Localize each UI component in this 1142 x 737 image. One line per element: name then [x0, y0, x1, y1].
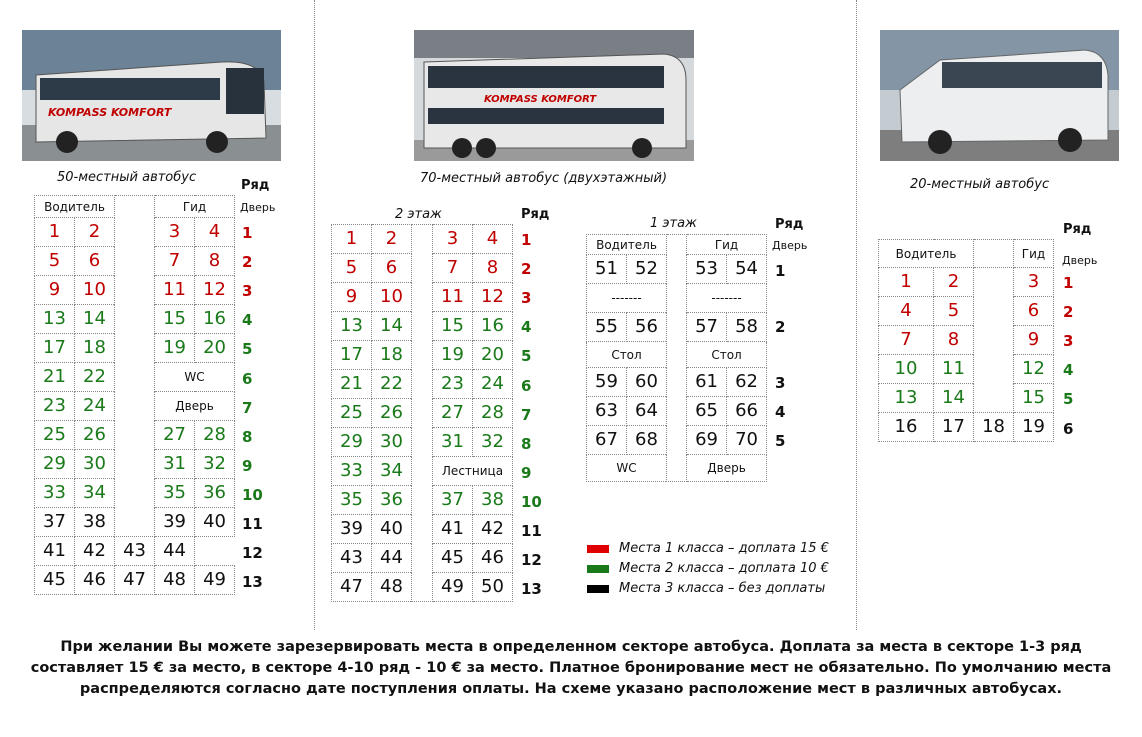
row-number: 6 — [1063, 419, 1074, 438]
seat[interactable]: 18 — [974, 413, 1014, 442]
seat[interactable]: 30 — [372, 428, 412, 457]
seat[interactable]: 3 — [1014, 268, 1054, 297]
seat[interactable]: 10 — [75, 276, 115, 305]
bus-50-seat-map — [34, 195, 235, 595]
seat[interactable]: 5 — [934, 297, 974, 326]
seat[interactable]: 59 — [587, 368, 627, 397]
row-number: 5 — [775, 432, 786, 450]
seat[interactable]: 1 — [35, 218, 75, 247]
guide-label: Гид — [687, 235, 767, 255]
seat[interactable]: 14 — [372, 312, 412, 341]
seat[interactable]: 11 — [934, 355, 974, 384]
seat[interactable]: 37 — [35, 508, 75, 537]
seat[interactable]: 15 — [433, 312, 473, 341]
seat[interactable]: 24 — [473, 370, 513, 399]
row-number: 5 — [1063, 390, 1074, 409]
row-number: 11 — [521, 522, 542, 540]
seat[interactable]: 49 — [195, 566, 235, 595]
row-number: 4 — [775, 403, 786, 421]
seat-row — [879, 355, 1054, 384]
wc-label: WC — [155, 363, 235, 392]
seat[interactable]: 9 — [35, 276, 75, 305]
bus-70-livery-text: KOMPASS KOMFORT — [484, 94, 597, 105]
bus-20-row-header: Ряд — [1063, 222, 1092, 237]
seat[interactable]: 13 — [35, 305, 75, 334]
seat[interactable]: 13 — [879, 384, 934, 413]
seat[interactable]: 36 — [372, 486, 412, 515]
seat-row — [587, 235, 767, 255]
seat-row — [35, 537, 235, 566]
bus-70-lower-door-header: Дверь — [772, 239, 808, 252]
seat[interactable]: 9 — [1014, 326, 1054, 355]
seat[interactable]: 29 — [332, 428, 372, 457]
seat[interactable]: 30 — [75, 450, 115, 479]
bus-50-caption: 50-местный автобус — [57, 170, 197, 185]
seat[interactable]: 25 — [332, 399, 372, 428]
bus-70-upper-row-header: Ряд — [521, 207, 550, 222]
seat[interactable]: 4 — [473, 225, 513, 254]
seat[interactable]: 1 — [879, 268, 934, 297]
seat[interactable]: 22 — [75, 363, 115, 392]
seat[interactable]: 14 — [934, 384, 974, 413]
legend-swatch — [587, 545, 609, 553]
row-number: 9 — [521, 463, 532, 482]
seat[interactable]: 19 — [155, 334, 195, 363]
seat-row — [332, 225, 513, 254]
seat[interactable]: 27 — [155, 421, 195, 450]
seat-row — [35, 566, 235, 595]
seat[interactable]: 28 — [195, 421, 235, 450]
seat[interactable]: 65 — [687, 397, 727, 426]
bus-20-caption: 20-местный автобус — [910, 177, 1050, 192]
door-label: Дверь — [687, 455, 767, 482]
seat[interactable]: 21 — [332, 370, 372, 399]
seat[interactable]: 23 — [35, 392, 75, 421]
table-label: Стол — [587, 342, 667, 368]
seat[interactable]: 66 — [727, 397, 767, 426]
driver-label: Водитель — [587, 235, 667, 255]
seat[interactable]: 32 — [195, 450, 235, 479]
seat-row — [879, 268, 1054, 297]
seat[interactable]: 35 — [155, 479, 195, 508]
seat[interactable]: 13 — [332, 312, 372, 341]
seat[interactable]: 70 — [727, 426, 767, 455]
row-number: 12 — [242, 544, 263, 563]
seat[interactable]: 8 — [195, 247, 235, 276]
stairs-label: Лестница — [433, 457, 513, 486]
aisle — [667, 235, 687, 482]
row-number: 7 — [242, 398, 253, 417]
row-number: 8 — [521, 434, 532, 453]
seat[interactable]: 57 — [687, 313, 727, 342]
seat[interactable]: 43 — [115, 537, 155, 566]
seat[interactable]: 19 — [1014, 413, 1054, 442]
seat-row — [879, 413, 1054, 442]
seat[interactable]: 39 — [155, 508, 195, 537]
legend-item — [587, 541, 829, 556]
seat[interactable]: 16 — [879, 413, 934, 442]
seat-row — [879, 326, 1054, 355]
seat[interactable]: 1 — [332, 225, 372, 254]
seat[interactable]: 10 — [879, 355, 934, 384]
row-number: 1 — [242, 224, 253, 242]
seat[interactable]: 14 — [75, 305, 115, 334]
seat[interactable]: 8 — [473, 254, 513, 283]
row-number: 3 — [242, 282, 253, 301]
seat[interactable]: 55 — [587, 313, 627, 342]
seat[interactable]: 67 — [587, 426, 627, 455]
seat[interactable]: 24 — [75, 392, 115, 421]
seat[interactable]: 48 — [155, 566, 195, 595]
row-number: 7 — [521, 405, 532, 424]
seat[interactable]: 17 — [35, 334, 75, 363]
legend-label: Места 3 класса – без доплаты — [619, 581, 826, 596]
seat[interactable]: 8 — [934, 326, 974, 355]
guide-label: Гид — [155, 196, 235, 218]
bus-70-photo — [414, 30, 694, 161]
seat-row — [879, 384, 1054, 413]
seat[interactable]: 38 — [473, 486, 513, 515]
row-number: 8 — [242, 427, 253, 446]
seat[interactable]: 51 — [587, 255, 627, 284]
row-number: 3 — [1063, 332, 1074, 351]
legend-label: Места 2 класса – доплата 10 € — [619, 561, 829, 576]
seat[interactable]: 3 — [433, 225, 473, 254]
bus-20-seat-map — [878, 239, 1054, 442]
booking-note: При желании Вы можете зарезервировать места в определенном секторе автобуса. Доплата за места в секторе 1-3 ряд составляет 15 € за место, в секторе 4-10 ряд - 10 € за место. Платное бронирование мест не обязательно. По умолчанию места распределяются согласно дате поступления оплаты. На схеме указано расположение мест в различных автобусах. — [30, 639, 1112, 697]
seat[interactable]: 52 — [627, 255, 667, 284]
seat[interactable]: 31 — [433, 428, 473, 457]
seat[interactable]: 2 — [934, 268, 974, 297]
seat[interactable]: 50 — [473, 573, 513, 602]
separator-label: ------- — [687, 284, 767, 313]
seat[interactable]: 20 — [473, 341, 513, 370]
row-number: 2 — [1063, 303, 1074, 322]
seat[interactable]: 54 — [727, 255, 767, 284]
seat[interactable]: 63 — [587, 397, 627, 426]
seat[interactable]: 43 — [332, 544, 372, 573]
legend-swatch — [587, 565, 609, 573]
row-number: 4 — [242, 311, 253, 330]
seat[interactable]: 46 — [473, 544, 513, 573]
wc-label: WC — [587, 455, 667, 482]
seat[interactable]: 36 — [195, 479, 235, 508]
bus-50-row-header: Ряд — [241, 178, 270, 193]
seat[interactable]: 5 — [332, 254, 372, 283]
seat[interactable]: 6 — [1014, 297, 1054, 326]
seat[interactable]: 33 — [35, 479, 75, 508]
row-number: 2 — [521, 260, 532, 279]
seat[interactable]: 2 — [372, 225, 412, 254]
seat[interactable]: 15 — [155, 305, 195, 334]
seat[interactable]: 6 — [372, 254, 412, 283]
seat[interactable]: 33 — [332, 457, 372, 486]
row-number: 13 — [242, 573, 263, 592]
section-divider — [314, 0, 315, 630]
seat[interactable]: 4 — [195, 218, 235, 247]
aisle — [974, 240, 1014, 268]
row-number: 12 — [521, 551, 542, 570]
bus-70-lower-seat-map — [586, 234, 767, 482]
seat[interactable]: 44 — [155, 537, 195, 566]
seat[interactable]: 47 — [115, 566, 155, 595]
row-number: 4 — [521, 318, 532, 337]
seat[interactable]: 16 — [473, 312, 513, 341]
seat[interactable]: 17 — [934, 413, 974, 442]
seat[interactable]: 9 — [332, 283, 372, 312]
seat[interactable]: 18 — [75, 334, 115, 363]
table-label: Стол — [687, 342, 767, 368]
bus-50-door-header: Дверь — [240, 201, 276, 214]
floor-1-caption: 1 этаж — [650, 216, 697, 231]
bus-50-livery-text: KOMPASS KOMFORT — [48, 106, 172, 119]
aisle — [974, 268, 1014, 413]
seat[interactable]: 6 — [75, 247, 115, 276]
seat[interactable]: 27 — [433, 399, 473, 428]
seat[interactable]: 11 — [433, 283, 473, 312]
bus-20-door-header: Дверь — [1062, 254, 1098, 267]
seat[interactable]: 58 — [727, 313, 767, 342]
seat[interactable]: 7 — [433, 254, 473, 283]
seat[interactable]: 39 — [332, 515, 372, 544]
seat[interactable]: 34 — [372, 457, 412, 486]
seat[interactable]: 29 — [35, 450, 75, 479]
seat-row — [879, 297, 1054, 326]
seat[interactable]: 10 — [372, 283, 412, 312]
seat[interactable]: 64 — [627, 397, 667, 426]
row-number: 1 — [1063, 274, 1074, 292]
guide-label: Гид — [1014, 240, 1054, 268]
seat[interactable]: 35 — [332, 486, 372, 515]
seat[interactable]: 25 — [35, 421, 75, 450]
seat[interactable]: 62 — [727, 368, 767, 397]
seat[interactable]: 15 — [1014, 384, 1054, 413]
section-divider — [856, 0, 857, 630]
seat[interactable]: 61 — [687, 368, 727, 397]
door-label: Дверь — [155, 392, 235, 421]
bus-50-photo — [22, 30, 281, 161]
row-number: 13 — [521, 580, 542, 599]
bus-70-lower-row-header: Ряд — [775, 217, 804, 232]
seat[interactable]: 20 — [195, 334, 235, 363]
seat[interactable]: 48 — [372, 573, 412, 602]
row-number: 1 — [775, 262, 786, 280]
seat[interactable]: 4 — [879, 297, 934, 326]
seat[interactable]: 40 — [195, 508, 235, 537]
seat[interactable]: 19 — [433, 341, 473, 370]
row-number: 1 — [521, 231, 532, 249]
driver-label: Водитель — [879, 240, 974, 268]
seat[interactable]: 26 — [372, 399, 412, 428]
aisle — [115, 196, 155, 537]
driver-label: Водитель — [35, 196, 115, 218]
seat[interactable]: 42 — [75, 537, 115, 566]
seat[interactable]: 3 — [155, 218, 195, 247]
seat[interactable]: 60 — [627, 368, 667, 397]
seat[interactable]: 56 — [627, 313, 667, 342]
seat[interactable]: 49 — [433, 573, 473, 602]
row-number: 10 — [242, 485, 263, 504]
seat[interactable]: 31 — [155, 450, 195, 479]
seat-row — [35, 196, 235, 218]
separator-label: ------- — [587, 284, 667, 313]
seat[interactable]: 7 — [155, 247, 195, 276]
bus-70-caption: 70-местный автобус (двухэтажный) — [420, 171, 668, 186]
bus-20-photo — [880, 30, 1119, 161]
row-number: 4 — [1063, 361, 1074, 380]
seat[interactable]: 34 — [75, 479, 115, 508]
seat[interactable]: 23 — [433, 370, 473, 399]
seat[interactable]: 12 — [473, 283, 513, 312]
row-number: 3 — [521, 289, 532, 308]
aisle — [412, 225, 433, 602]
seat[interactable]: 22 — [372, 370, 412, 399]
seat[interactable]: 41 — [35, 537, 75, 566]
row-number: 5 — [242, 340, 253, 359]
seat[interactable]: 7 — [879, 326, 934, 355]
seat[interactable]: 69 — [687, 426, 727, 455]
row-number: 5 — [521, 347, 532, 366]
bus-70-upper-seat-map — [331, 224, 513, 602]
seat[interactable]: 40 — [372, 515, 412, 544]
row-number: 3 — [775, 374, 786, 392]
seat[interactable]: 2 — [75, 218, 115, 247]
legend-item — [587, 561, 829, 576]
seat[interactable]: 38 — [75, 508, 115, 537]
seat[interactable]: 41 — [433, 515, 473, 544]
row-number: 11 — [242, 515, 263, 533]
seat[interactable]: 53 — [687, 255, 727, 284]
seat[interactable]: 12 — [195, 276, 235, 305]
legend-item — [587, 581, 825, 596]
legend-label: Места 1 класса – доплата 15 € — [619, 541, 829, 556]
row-number: 6 — [242, 369, 253, 388]
row-number: 9 — [242, 456, 253, 475]
seat[interactable]: 21 — [35, 363, 75, 392]
seat[interactable]: 45 — [35, 566, 75, 595]
seat[interactable]: 37 — [433, 486, 473, 515]
seat[interactable]: 47 — [332, 573, 372, 602]
seat[interactable]: 5 — [35, 247, 75, 276]
seat[interactable]: 11 — [155, 276, 195, 305]
row-number: 2 — [242, 253, 253, 272]
seat[interactable]: 44 — [372, 544, 412, 573]
seat[interactable]: 26 — [75, 421, 115, 450]
seat[interactable]: 28 — [473, 399, 513, 428]
seat[interactable]: 42 — [473, 515, 513, 544]
seat[interactable]: 32 — [473, 428, 513, 457]
floor-2-caption: 2 этаж — [395, 207, 442, 222]
seat[interactable]: 12 — [1014, 355, 1054, 384]
seat[interactable]: 17 — [332, 341, 372, 370]
row-number: 6 — [521, 376, 532, 395]
row-number: 2 — [775, 318, 786, 336]
seat[interactable]: 18 — [372, 341, 412, 370]
seat[interactable]: 46 — [75, 566, 115, 595]
seat[interactable]: 16 — [195, 305, 235, 334]
seat[interactable]: 68 — [627, 426, 667, 455]
seat-row — [879, 240, 1054, 268]
legend-swatch — [587, 585, 609, 593]
row-number: 10 — [521, 492, 542, 511]
seat[interactable]: 45 — [433, 544, 473, 573]
